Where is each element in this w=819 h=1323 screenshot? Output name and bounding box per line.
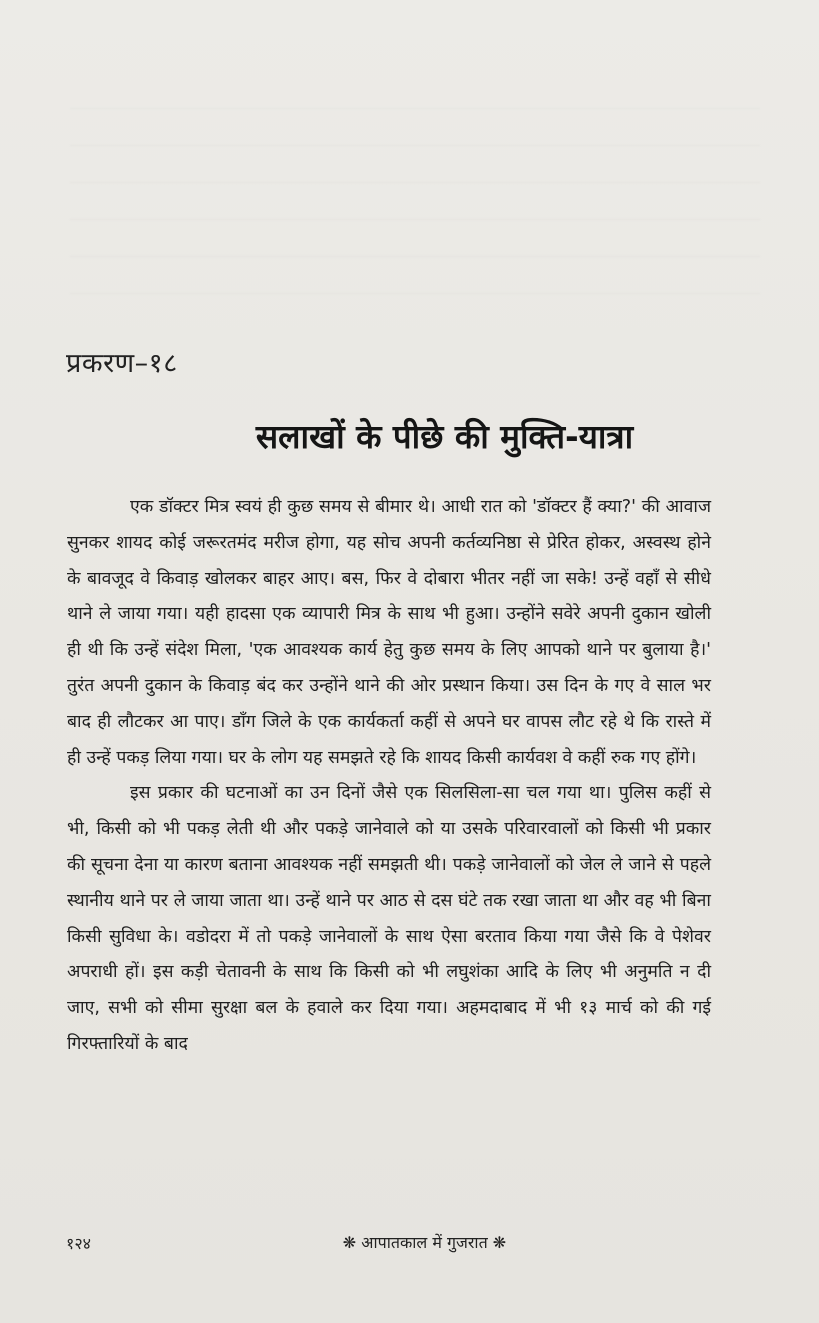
body-text	[67, 490, 711, 1063]
paragraph-1: एक डॉक्टर मित्र स्वयं ही कुछ समय से बीमार थे। आधी रात को 'डॉक्टर हैं क्या?' की आवाज सुनकर शायद कोई जरूरतमंद मरीज होगा, यह सोच अपनी कर्तव्यनिष्ठा से प्रेरित होकर, अस्वस्थ होने के बावजूद वे किवाड़ खोलकर बाहर आए। बस, फिर वे दोबारा भीतर नहीं जा सके! उन्हें वहाँ से सीधे थाने ले जाया गया। यही हादसा एक व्यापारी मित्र के साथ भी हुआ। उन्होंने सवेरे अपनी दुकान खोली ही थी कि उन्हें संदेश मिला, 'एक आवश्यक कार्य हेतु कुछ समय के लिए आपको थाने पर बुलाया है।' तुरंत अपनी दुकान के किवाड़ बंद कर उन्होंने थाने की ओर प्रस्थान किया। उस दिन के गए वे साल भर बाद ही लौटकर आ पाए। डाँग जिले के एक कार्यकर्ता कहीं से अपने घर वापस लौट रहे थे कि रास्ते में ही उन्हें पकड़ लिया गया। घर के लोग यह समझते रहे कि शायद किसी कार्यवश वे कहीं रुक गए होंगे।	[67, 497, 711, 768]
chapter-label: प्रकरण–१८	[66, 348, 178, 379]
show-through-texture	[70, 108, 760, 330]
chapter-title: सलाखों के पीछे की मुक्ति-यात्रा	[255, 417, 634, 456]
paragraph-2: इस प्रकार की घटनाओं का उन दिनों जैसे एक सिलसिला-सा चल गया था। पुलिस कहीं से भी, किसी को भी पकड़ लेती थी और पकड़े जानेवाले को या उसके परिवारवालों को किसी भी प्रकार की सूचना देना या कारण बताना आवश्यक नहीं समझती थी। पकड़े जानेवालों को जेल ले जाने से पहले स्थानीय थाने पर ले जाया जाता था। उन्हें थाने पर आठ से दस घंटे तक रखा जाता था और वह भी बिना किसी सुविधा के। वडोदरा में तो पकड़े जानेवालों के साथ ऐसा बरताव किया गया जैसे कि वे पेशेवर अपराधी हों। इस कड़ी चेतावनी के साथ कि किसी को भी लघुशंका आदि के लिए भी अनुमति न दी जाए, सभी को सीमा सुरक्षा बल के हवाले कर दिया गया। अहमदाबाद में भी १३ मार्च को की गई गिरफ्तारियों के बाद	[67, 783, 711, 1054]
running-footer-title: ❋ आपातकाल में गुजरात ❋	[342, 1233, 507, 1252]
page-number: १२४	[66, 1234, 91, 1253]
